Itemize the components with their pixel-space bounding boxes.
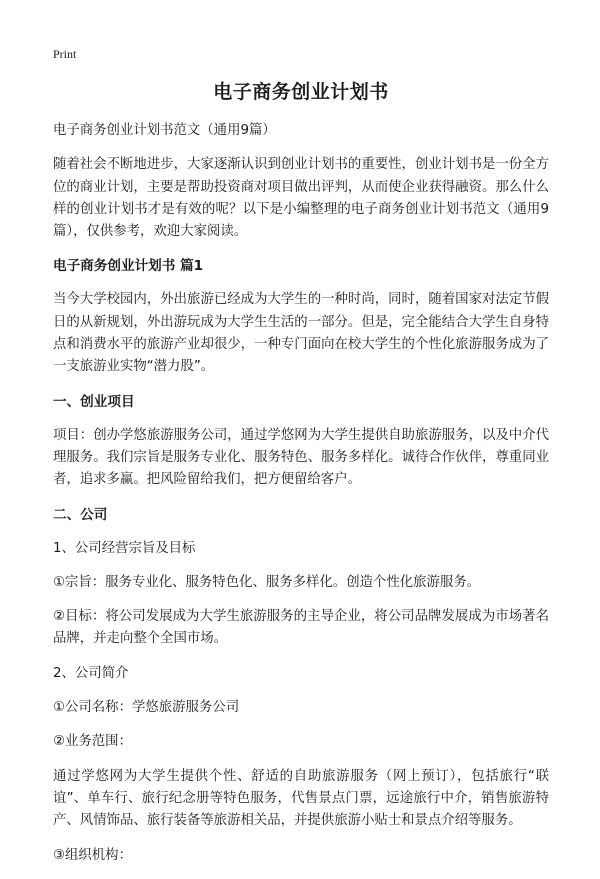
company-name-item: ①公司名称：学悠旅游服务公司 xyxy=(53,700,240,716)
business-scope-item: ②业务范围： xyxy=(53,734,132,750)
project-paragraph: 项目：创办学悠旅游服务公司，通过学悠网为大学生提供自助旅游服务，以及中介代理服务。我们宗旨是服务专业化、服务特色、服务多样化。诚待合作伙伴，尊重同业者，追求多赢。把风险留给我们，把方便留给客户。 xyxy=(53,427,549,488)
intro-paragraph: 随着社会不断地进步，大家逐渐认识到创业计划书的重要性，创业计划书是一份全方位的商业计划，主要是帮助投资商对项目做出评判，从而使企业获得融资。那么什么样的创业计划书才是有效的呢？以下是小编整理的电子商务创业计划书范文（通用9篇），仅供参考，欢迎大家阅读。 xyxy=(53,157,549,240)
document-subtitle: 电子商务创业计划书范文（通用9篇） xyxy=(53,123,276,138)
business-scope-paragraph: 通过学悠网为大学生提供个性、舒适的自助旅游服务（网上预订），包括旅行“联谊”、单车行、旅行纪念册等特色服务，代售景点门票，远途旅行中介，销售旅游特产、风情饰品、旅行装备等旅游相关品，并提供旅游小贴士和景点介绍等服务。 xyxy=(53,768,549,829)
section-heading-1: 电子商务创业计划书 篇1 xyxy=(53,258,204,275)
company-purpose-item: ①宗旨：服务专业化、服务特色化、服务多样化。创造个性化旅游服务。 xyxy=(53,574,481,590)
document-body xyxy=(53,78,549,879)
part-heading-project: 一、创业项目 xyxy=(53,393,135,410)
company-intro-heading: 2、公司简介 xyxy=(53,665,129,681)
company-goal-item: ②目标：将公司发展成为大学生旅游服务的主导企业，将公司品牌发展成为市场著名品牌，并走向整个全国市场。 xyxy=(53,609,549,647)
page-title: 电子商务创业计划书 xyxy=(213,81,389,103)
section-paragraph-1: 当今大学校园内，外出旅游已经成为大学生的一种时尚，同时，随着国家对法定节假日的从新规划，外出游玩成为大学生生活的一部分。但是，完全能结合大学生自身特点和消费水平的旅游产业却很少，一种专门面向在校大学生的个性化旅游服务成为了一支旅游业实物“潜力股”。 xyxy=(53,292,549,375)
organization-item: ③组织机构： xyxy=(53,847,132,863)
company-purpose-heading: 1、公司经营宗旨及目标 xyxy=(53,540,196,556)
print-link[interactable]: Print xyxy=(53,47,77,61)
part-heading-company: 二、公司 xyxy=(53,506,108,523)
